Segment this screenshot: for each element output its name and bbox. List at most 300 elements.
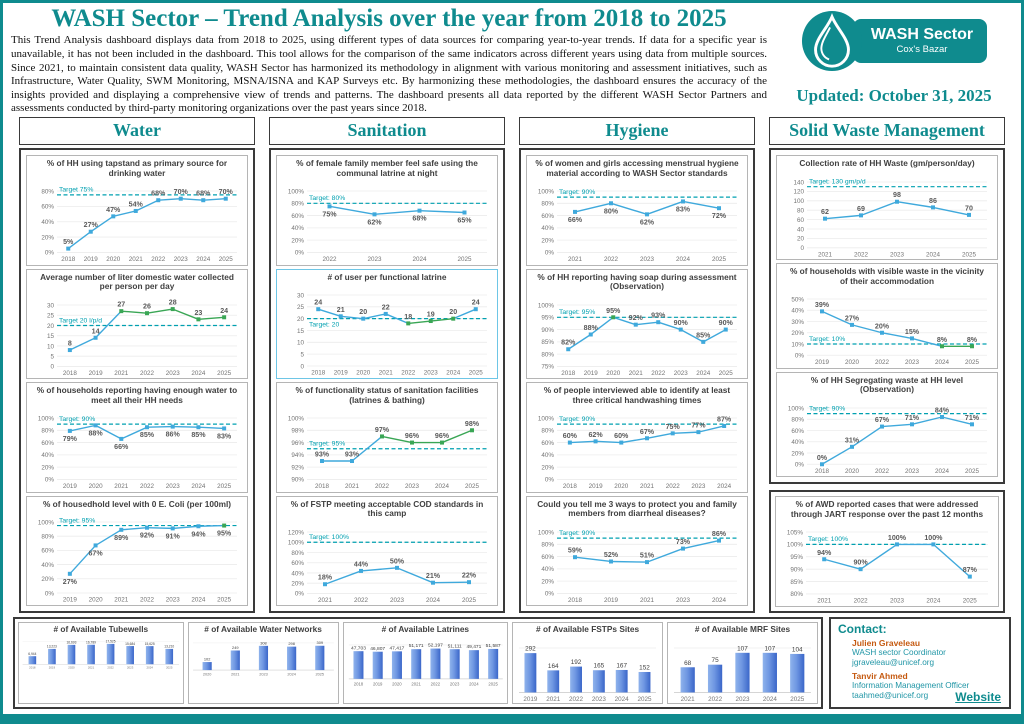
svg-text:87%: 87%: [717, 415, 732, 424]
soap-trend-chart: [529, 292, 745, 377]
liters-per-person-trend-chart: [29, 292, 245, 377]
svg-text:2020: 2020: [106, 256, 121, 263]
svg-text:140: 140: [793, 178, 804, 186]
svg-text:6,944: 6,944: [28, 651, 37, 656]
svg-text:2019: 2019: [62, 483, 77, 490]
chart-card-awd-jart: [775, 496, 999, 607]
svg-text:27%: 27%: [83, 221, 98, 230]
svg-text:2021: 2021: [317, 596, 333, 604]
svg-text:107: 107: [737, 644, 748, 652]
svg-text:80%: 80%: [603, 207, 619, 216]
svg-text:0: 0: [800, 244, 804, 252]
svg-text:2019: 2019: [603, 596, 619, 604]
svg-text:100%: 100%: [37, 519, 54, 527]
svg-text:17,525: 17,525: [105, 639, 116, 644]
svg-text:2023: 2023: [126, 665, 134, 670]
svg-text:40: 40: [796, 225, 804, 233]
svg-text:2019: 2019: [48, 665, 56, 670]
svg-text:22: 22: [381, 303, 390, 312]
svg-text:2024: 2024: [696, 369, 711, 377]
svg-text:2022: 2022: [874, 467, 890, 475]
water-networks-bar-chart: [190, 635, 337, 677]
enough-water-trend-chart: [29, 405, 245, 490]
svg-text:2020: 2020: [606, 369, 621, 377]
svg-text:2020: 2020: [88, 596, 103, 604]
svg-text:88%: 88%: [88, 429, 103, 438]
handwashing-times-trend-chart: [529, 405, 745, 490]
chart-card-mrf-sites: [667, 622, 818, 704]
svg-text:0%: 0%: [44, 590, 54, 598]
svg-text:20: 20: [359, 308, 368, 317]
svg-text:39%: 39%: [814, 301, 830, 310]
svg-text:90%: 90%: [853, 558, 868, 567]
svg-text:2022: 2022: [569, 695, 584, 703]
svg-text:26: 26: [143, 302, 151, 311]
chart-title: # of user per functional latrine: [327, 271, 447, 282]
svg-text:2018: 2018: [562, 483, 577, 490]
column-header-water: Water: [19, 117, 255, 145]
chart-card-fstp-sites: [512, 622, 663, 704]
svg-text:98%: 98%: [291, 427, 304, 435]
contact-role: Information Management Officer: [852, 680, 970, 690]
svg-text:90%: 90%: [673, 318, 688, 327]
logo-sub-name: Cox's Bazar: [896, 44, 948, 56]
svg-text:100%: 100%: [787, 405, 804, 413]
svg-text:2025: 2025: [487, 680, 498, 686]
svg-text:2024: 2024: [711, 596, 727, 604]
svg-text:2021: 2021: [817, 597, 832, 605]
svg-text:51,111: 51,111: [447, 643, 462, 649]
svg-text:85%: 85%: [139, 431, 155, 440]
svg-text:80%: 80%: [41, 533, 54, 541]
svg-text:292: 292: [525, 645, 536, 653]
svg-text:20%: 20%: [41, 234, 54, 242]
svg-text:73%: 73%: [675, 537, 691, 546]
chart-title: Average number of liter domestic water collected per person per day: [40, 271, 234, 292]
svg-text:0%: 0%: [44, 249, 54, 257]
svg-text:21%: 21%: [425, 571, 441, 580]
chart-card-menstrual-hygiene: [526, 155, 748, 266]
svg-text:2023: 2023: [889, 250, 905, 258]
svg-text:2025: 2025: [315, 671, 324, 676]
chart-card-waste-segregation: [776, 372, 998, 477]
chart-card-fstp-cod: [276, 496, 498, 607]
header: [3, 3, 1021, 115]
svg-text:25: 25: [296, 304, 304, 312]
contact-role: WASH sector Coordinator: [852, 648, 946, 657]
svg-text:104: 104: [791, 645, 803, 653]
users-per-latrine-trend-chart: [279, 282, 495, 377]
svg-text:24: 24: [220, 306, 229, 315]
svg-text:2021: 2021: [230, 671, 240, 676]
fstp-sites-bar-chart: [514, 635, 661, 703]
svg-text:2024: 2024: [614, 695, 629, 703]
svg-text:2024: 2024: [717, 483, 732, 490]
updated-date: Updated: October 31, 2025: [796, 86, 992, 105]
svg-text:83%: 83%: [675, 205, 691, 214]
svg-text:2020: 2020: [391, 680, 402, 686]
svg-text:2024: 2024: [412, 256, 427, 263]
svg-text:2023: 2023: [404, 483, 420, 490]
svg-text:52%: 52%: [603, 550, 619, 559]
svg-text:23: 23: [194, 308, 203, 317]
svg-text:2021: 2021: [114, 483, 129, 490]
svg-text:100%: 100%: [537, 301, 554, 309]
svg-text:40%: 40%: [41, 561, 54, 569]
ecoli-trend-chart: [29, 509, 245, 604]
contact-name: Julien Graveleau: [852, 638, 921, 648]
chart-title: # of Available FSTPs Sites: [536, 624, 640, 634]
footer-accent-bar: [3, 714, 1021, 721]
chart-title: % of female family member feel safe using the communal latrine at night: [296, 158, 478, 178]
svg-text:97%: 97%: [374, 425, 390, 434]
chart-title: # of Available MRF Sites: [694, 624, 791, 634]
svg-text:95%: 95%: [606, 306, 621, 315]
chart-title: % of functionality status of sanitation facilities (latrines & bathing): [295, 385, 479, 405]
svg-text:80%: 80%: [41, 427, 54, 435]
svg-text:2021: 2021: [567, 256, 583, 263]
svg-text:2022: 2022: [430, 680, 440, 686]
svg-text:298: 298: [287, 640, 295, 646]
svg-text:2022: 2022: [603, 256, 619, 263]
svg-text:2022: 2022: [374, 483, 390, 490]
svg-text:75: 75: [711, 656, 719, 664]
svg-text:Target: 90%: Target: 90%: [559, 189, 596, 197]
svg-text:2022: 2022: [353, 596, 369, 604]
tubewells-bar-chart: [20, 635, 182, 670]
svg-text:95%: 95%: [541, 314, 554, 322]
svg-text:60%: 60%: [562, 432, 577, 441]
svg-text:20: 20: [296, 315, 304, 323]
svg-text:62%: 62%: [367, 218, 382, 227]
svg-text:Target: 10%: Target: 10%: [809, 336, 846, 344]
svg-text:2019: 2019: [814, 359, 830, 367]
svg-text:Target: 95%: Target: 95%: [309, 440, 346, 448]
chart-card-users-per-latrine: [276, 269, 498, 380]
svg-text:80%: 80%: [541, 427, 554, 435]
svg-text:2022: 2022: [401, 369, 416, 377]
svg-text:62: 62: [821, 207, 829, 216]
svg-text:2025: 2025: [217, 596, 232, 604]
wash-sector-logo: [801, 10, 987, 72]
column-header-hygiene: Hygiene: [519, 117, 755, 145]
svg-text:2022: 2022: [107, 665, 114, 670]
svg-text:2025: 2025: [718, 369, 733, 377]
svg-text:60%: 60%: [541, 553, 554, 561]
svg-text:2024: 2024: [191, 369, 206, 377]
svg-text:100%: 100%: [537, 528, 554, 536]
svg-text:100%: 100%: [287, 415, 304, 423]
chart-card-diarrheal-protection: [526, 496, 748, 607]
svg-text:93%: 93%: [314, 450, 330, 459]
svg-text:16,693: 16,693: [66, 640, 77, 645]
svg-text:70%: 70%: [218, 188, 233, 197]
svg-text:68%: 68%: [412, 214, 427, 223]
chart-title: % of FSTP meeting acceptable COD standards in this camp: [290, 498, 484, 519]
svg-text:100%: 100%: [287, 188, 304, 196]
svg-text:80%: 80%: [291, 549, 304, 557]
svg-text:167: 167: [616, 661, 628, 669]
svg-text:90%: 90%: [291, 476, 304, 484]
svg-text:27%: 27%: [62, 577, 77, 586]
svg-text:51%: 51%: [639, 551, 655, 560]
svg-text:68%: 68%: [151, 189, 166, 198]
svg-text:2024: 2024: [926, 597, 941, 605]
svg-text:40%: 40%: [541, 225, 554, 233]
chart-card-tubewells: [18, 622, 184, 704]
svg-text:Target 20 l/p/d: Target 20 l/p/d: [59, 316, 103, 324]
svg-text:2023: 2023: [449, 680, 459, 686]
svg-text:27%: 27%: [844, 314, 860, 323]
svg-text:15,625: 15,625: [144, 641, 155, 646]
svg-text:69: 69: [857, 204, 865, 213]
svg-text:40%: 40%: [791, 307, 804, 315]
svg-text:80%: 80%: [791, 416, 804, 424]
svg-text:2021: 2021: [344, 483, 360, 490]
svg-text:0%: 0%: [544, 590, 554, 598]
svg-text:2020: 2020: [844, 359, 860, 367]
svg-text:28: 28: [168, 298, 177, 307]
chart-title: % of housedhold level with 0 E. Coli (per 100ml): [42, 498, 232, 509]
water-drop-icon: [801, 10, 863, 72]
chart-card-handwashing-times: [526, 382, 748, 493]
svg-text:2021: 2021: [114, 369, 129, 377]
svg-text:60%: 60%: [614, 432, 629, 441]
svg-text:105%: 105%: [786, 529, 803, 537]
svg-text:0: 0: [300, 363, 304, 371]
svg-text:52,197: 52,197: [427, 643, 443, 649]
svg-text:49,471: 49,471: [465, 644, 481, 650]
svg-text:100%: 100%: [287, 539, 304, 547]
svg-text:0%: 0%: [544, 476, 554, 484]
svg-text:66%: 66%: [114, 442, 129, 451]
svg-text:2023: 2023: [173, 256, 188, 263]
svg-text:75%: 75%: [322, 210, 337, 219]
svg-text:60%: 60%: [541, 212, 554, 220]
svg-text:0%: 0%: [44, 476, 54, 484]
visible-waste-trend-chart: [779, 286, 995, 366]
svg-text:82%: 82%: [561, 338, 576, 347]
svg-text:2024: 2024: [446, 369, 461, 377]
svg-text:2025: 2025: [962, 597, 977, 605]
svg-text:2025: 2025: [166, 665, 173, 670]
svg-text:94%: 94%: [291, 452, 304, 460]
svg-text:2023: 2023: [165, 596, 180, 604]
svg-text:2022: 2022: [139, 369, 155, 377]
svg-text:92%: 92%: [628, 313, 643, 322]
svg-text:20%: 20%: [291, 237, 304, 245]
svg-text:2019: 2019: [523, 695, 538, 703]
svg-text:2022: 2022: [708, 695, 723, 703]
svg-text:2025: 2025: [461, 596, 477, 604]
svg-text:2022: 2022: [853, 250, 869, 258]
svg-text:98: 98: [893, 190, 901, 199]
svg-text:2021: 2021: [680, 695, 695, 703]
waste-segregation-trend-chart: [779, 395, 995, 475]
svg-text:2023: 2023: [904, 467, 920, 475]
chart-title: % of HH Segregating waste at HH level (Observation): [810, 374, 964, 395]
svg-text:80: 80: [796, 207, 804, 215]
contact-email-link[interactable]: jgraveleau@unicef.org: [852, 657, 935, 667]
svg-text:100: 100: [793, 197, 804, 205]
chart-card-soap: [526, 269, 748, 380]
svg-text:86: 86: [929, 196, 937, 205]
svg-text:2024: 2024: [191, 596, 206, 604]
svg-text:80%: 80%: [291, 200, 304, 208]
svg-text:2023: 2023: [367, 256, 382, 263]
svg-text:Target: 130 gm/p/d: Target: 130 gm/p/d: [809, 178, 866, 186]
svg-text:79%: 79%: [62, 434, 77, 443]
svg-text:2023: 2023: [904, 359, 920, 367]
svg-text:62%: 62%: [639, 218, 655, 227]
svg-text:2020: 2020: [614, 483, 629, 490]
svg-text:2024: 2024: [468, 680, 479, 686]
contact-person: [852, 638, 1002, 668]
svg-text:8%: 8%: [936, 336, 948, 345]
chart-card-water-networks: [188, 622, 339, 704]
svg-text:2022: 2022: [139, 483, 155, 490]
svg-text:60%: 60%: [541, 439, 554, 447]
svg-text:2023: 2023: [592, 695, 607, 703]
svg-text:2025: 2025: [637, 695, 652, 703]
svg-text:62%: 62%: [588, 430, 603, 439]
svg-text:2021: 2021: [114, 596, 129, 604]
svg-text:60%: 60%: [41, 203, 54, 211]
svg-text:100%: 100%: [924, 533, 943, 542]
svg-text:47%: 47%: [106, 205, 121, 214]
svg-text:40%: 40%: [541, 452, 554, 460]
svg-text:2021: 2021: [87, 665, 95, 670]
sanitation-functionality-trend-chart: [279, 405, 495, 490]
svg-text:85%: 85%: [790, 578, 803, 586]
contact-email-link[interactable]: taahmed@unicef.org: [852, 690, 929, 700]
column-water: [19, 117, 255, 613]
svg-text:47,417: 47,417: [389, 645, 404, 651]
chart-card-liters-per-person: [26, 269, 248, 380]
svg-text:50%: 50%: [389, 556, 405, 565]
svg-text:2023: 2023: [165, 483, 180, 490]
column-hygiene: [519, 117, 755, 613]
chart-title: % of HH reporting having soap during assessment (Observation): [537, 271, 737, 292]
svg-text:2025: 2025: [464, 483, 480, 490]
svg-text:90%: 90%: [718, 318, 733, 327]
svg-text:2022: 2022: [151, 256, 166, 263]
svg-text:Target: 90%: Target: 90%: [809, 405, 846, 413]
chart-card-sanitation-functionality: [276, 382, 498, 493]
svg-text:20%: 20%: [541, 237, 554, 245]
svg-text:85%: 85%: [541, 338, 554, 346]
svg-text:40%: 40%: [541, 565, 554, 573]
svg-text:2025: 2025: [468, 369, 483, 377]
svg-text:Target: 95%: Target: 95%: [59, 517, 96, 525]
chart-title: % of women and girls accessing menstrual hygiene material according to WASH Sector standards: [535, 158, 739, 178]
svg-text:2020: 2020: [844, 467, 860, 475]
svg-text:Target: 90%: Target: 90%: [59, 416, 96, 424]
svg-text:40%: 40%: [291, 225, 304, 233]
svg-text:87%: 87%: [962, 566, 977, 575]
svg-text:309: 309: [316, 639, 323, 645]
svg-text:68%: 68%: [196, 189, 211, 198]
svg-text:22%: 22%: [461, 571, 477, 580]
svg-text:47,703: 47,703: [350, 645, 366, 651]
svg-text:2021: 2021: [410, 680, 421, 686]
svg-text:60%: 60%: [291, 212, 304, 220]
svg-text:15: 15: [296, 327, 304, 335]
svg-text:2019: 2019: [583, 369, 598, 377]
svg-text:71%: 71%: [904, 413, 920, 422]
svg-text:2025: 2025: [711, 256, 727, 263]
svg-text:2023: 2023: [258, 671, 268, 676]
svg-text:15: 15: [46, 332, 54, 340]
svg-text:2019: 2019: [333, 369, 348, 377]
svg-text:5%: 5%: [63, 238, 74, 247]
svg-text:96%: 96%: [291, 439, 304, 447]
svg-text:18: 18: [404, 312, 413, 321]
svg-text:84%: 84%: [934, 406, 950, 415]
svg-text:14: 14: [91, 326, 100, 335]
chart-title: % of AWD reported cases that were addressed through JART response over the past 12 months: [790, 499, 984, 519]
svg-text:30: 30: [46, 301, 54, 309]
svg-text:51,587: 51,587: [485, 643, 501, 649]
svg-text:2020: 2020: [68, 665, 75, 670]
svg-text:2018: 2018: [311, 369, 326, 377]
svg-text:20%: 20%: [791, 330, 804, 338]
svg-text:92%: 92%: [291, 464, 304, 472]
svg-text:2022: 2022: [874, 359, 890, 367]
svg-text:152: 152: [639, 664, 650, 672]
svg-text:2024: 2024: [925, 250, 941, 258]
svg-text:67%: 67%: [874, 415, 890, 424]
svg-text:66%: 66%: [567, 215, 583, 224]
svg-text:72%: 72%: [711, 212, 727, 221]
mrf-sites-bar-chart: [669, 635, 816, 703]
svg-text:24: 24: [314, 298, 323, 307]
svg-text:2025: 2025: [790, 695, 805, 703]
svg-text:85%: 85%: [191, 431, 206, 440]
svg-text:16,789: 16,789: [86, 640, 97, 645]
svg-text:2025: 2025: [964, 467, 980, 475]
svg-text:2023: 2023: [691, 483, 706, 490]
svg-text:2021: 2021: [546, 695, 561, 703]
svg-text:0: 0: [50, 363, 54, 371]
svg-text:2023: 2023: [389, 596, 405, 604]
svg-text:40%: 40%: [41, 219, 54, 227]
awd-jart-box: [769, 490, 1005, 613]
chart-title: Could you tell me 3 ways to protect you and family members from diarrheal diseases?: [537, 498, 737, 519]
svg-text:30%: 30%: [791, 319, 804, 327]
svg-text:94%: 94%: [191, 530, 206, 539]
svg-text:20%: 20%: [291, 580, 304, 588]
svg-text:2019: 2019: [372, 680, 382, 686]
website-link[interactable]: Website: [955, 690, 1001, 704]
svg-text:90%: 90%: [541, 326, 554, 334]
svg-text:20: 20: [449, 308, 458, 317]
svg-text:2021: 2021: [128, 256, 143, 263]
svg-text:67%: 67%: [88, 549, 103, 558]
svg-text:100%: 100%: [887, 533, 907, 542]
svg-text:85%: 85%: [696, 330, 711, 339]
page-description: This Trend Analysis dashboard displays data from 2018 to 2025, using different types of data sources for comparing year-to-year trends. If data for a specific year is unavailable, it has not been included in the dashboard. This tool allows for the comparison of the same indicators across different years using data from multiple sources. Since 2021, to maintain consistent data quality, WASH Sector has harmonized its methodology in alignment with various monitoring and assessment initiatives, such as Infrastructure, Water Quality, SWM Monitoring, MSNA/ISNA and KAP Surveys etc. By harmonizing these methodologies, the dashboard ensures the accuracy of the insights provided and displaying a comprehensive view of trends and patterns. The dashboard presents all data reported by the different WASH Sector Partners and assessments conducted by third-party monitoring organizations over the past years since 2018.: [11, 34, 767, 115]
svg-text:15%: 15%: [904, 328, 920, 337]
svg-text:100%: 100%: [537, 415, 554, 423]
svg-text:20: 20: [46, 322, 54, 330]
svg-text:50%: 50%: [791, 296, 804, 304]
svg-text:102: 102: [203, 656, 210, 662]
svg-text:60%: 60%: [291, 559, 304, 567]
svg-text:96%: 96%: [404, 432, 420, 441]
svg-text:75%: 75%: [665, 422, 680, 431]
availability-charts-group: [13, 617, 823, 709]
